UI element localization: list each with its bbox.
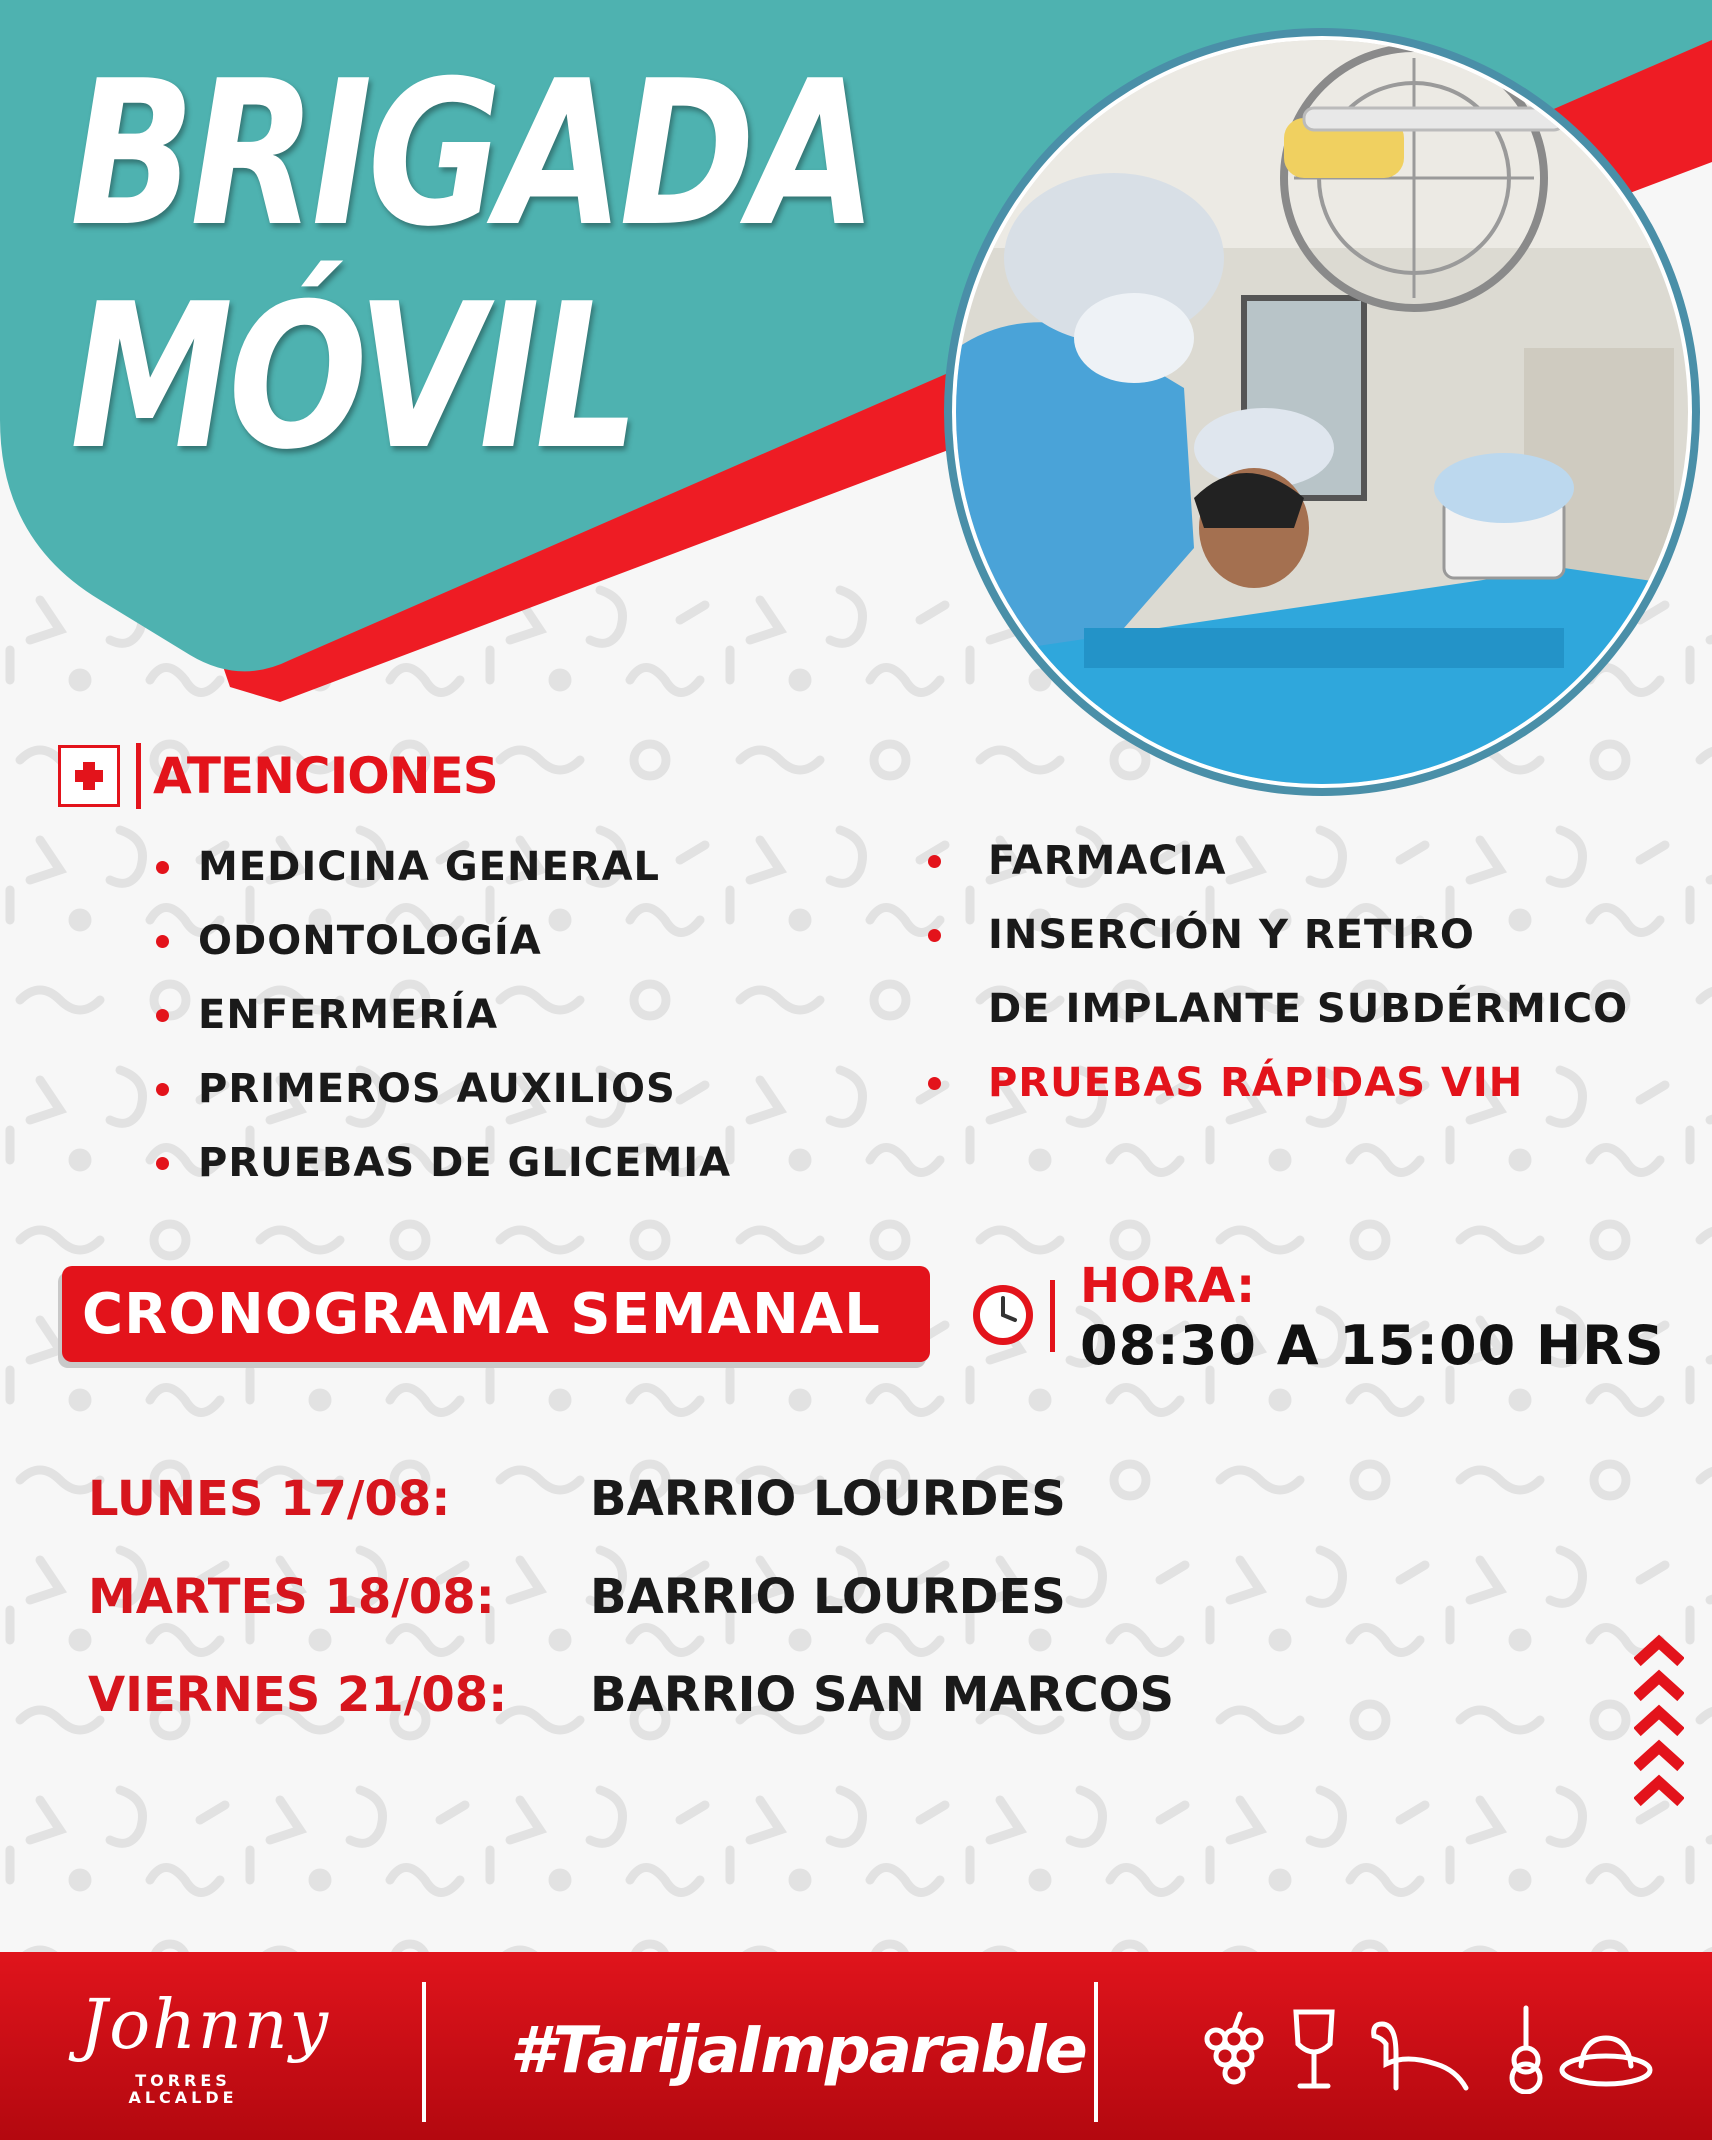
wine-glass-icon [1296, 2012, 1332, 2086]
services-list-right [928, 824, 1628, 1120]
divider [136, 743, 141, 809]
hora-label: HORA: [1080, 1258, 1256, 1314]
dinosaur-icon [1374, 2024, 1466, 2088]
schedule-place: BARRIO SAN MARCOS [590, 1667, 1175, 1723]
schedule-day: VIERNES 21/08: [88, 1667, 508, 1723]
list-item: FARMACIA [928, 824, 1628, 898]
schedule-place: BARRIO LOURDES [590, 1471, 1066, 1527]
cronograma-badge [62, 1266, 930, 1362]
footer-divider [1094, 1982, 1098, 2122]
cronograma-label: CRONOGRAMA SEMANAL [82, 1281, 881, 1347]
clock-icon [970, 1282, 1036, 1348]
signature-surname: TORRES [135, 2071, 231, 2090]
schedule-day: MARTES 18/08: [88, 1569, 495, 1625]
divider [1050, 1280, 1055, 1352]
list-item: PRUEBAS DE GLICEMIA [156, 1126, 731, 1200]
list-item: PRIMEROS AUXILIOS [156, 1052, 731, 1126]
signature-logo: Johnny [80, 1986, 330, 2065]
services-list-left [156, 830, 731, 1200]
atenciones-heading: ATENCIONES [153, 747, 498, 805]
list-item: MEDICINA GENERAL [156, 830, 731, 904]
atenciones-header [58, 740, 498, 812]
footer-icons [1196, 2004, 1656, 2094]
list-item: ODONTOLOGÍA [156, 904, 731, 978]
schedule-place: BARRIO LOURDES [590, 1569, 1066, 1625]
list-item-continuation: DE IMPLANTE SUBDÉRMICO [988, 986, 1629, 1032]
list-item: INSERCIÓN Y RETIRO [928, 898, 1628, 972]
schedule-day: LUNES 17/08: [88, 1471, 451, 1527]
signature-subtitle [118, 2072, 248, 2106]
grapes-icon [1207, 2014, 1261, 2082]
hashtag: #TarijaImparable [510, 2014, 1086, 2088]
dental-care-photo [944, 28, 1700, 796]
hora-value: 08:30 A 15:00 HRS [1080, 1314, 1665, 1377]
title-line-1: BRIGADA [70, 38, 873, 271]
chevron-up-decoration-icon [1634, 1632, 1684, 1812]
medical-cross-icon [58, 745, 120, 807]
hat-icon [1562, 2038, 1650, 2084]
signature-role: ALCALDE [128, 2088, 238, 2107]
title-line-2: MÓVIL [70, 261, 635, 494]
list-item: ENFERMERÍA [156, 978, 731, 1052]
footer-divider [422, 1982, 426, 2122]
list-item-highlight: PRUEBAS RÁPIDAS VIH [928, 1046, 1628, 1120]
guitar-icon [1512, 2008, 1540, 2092]
